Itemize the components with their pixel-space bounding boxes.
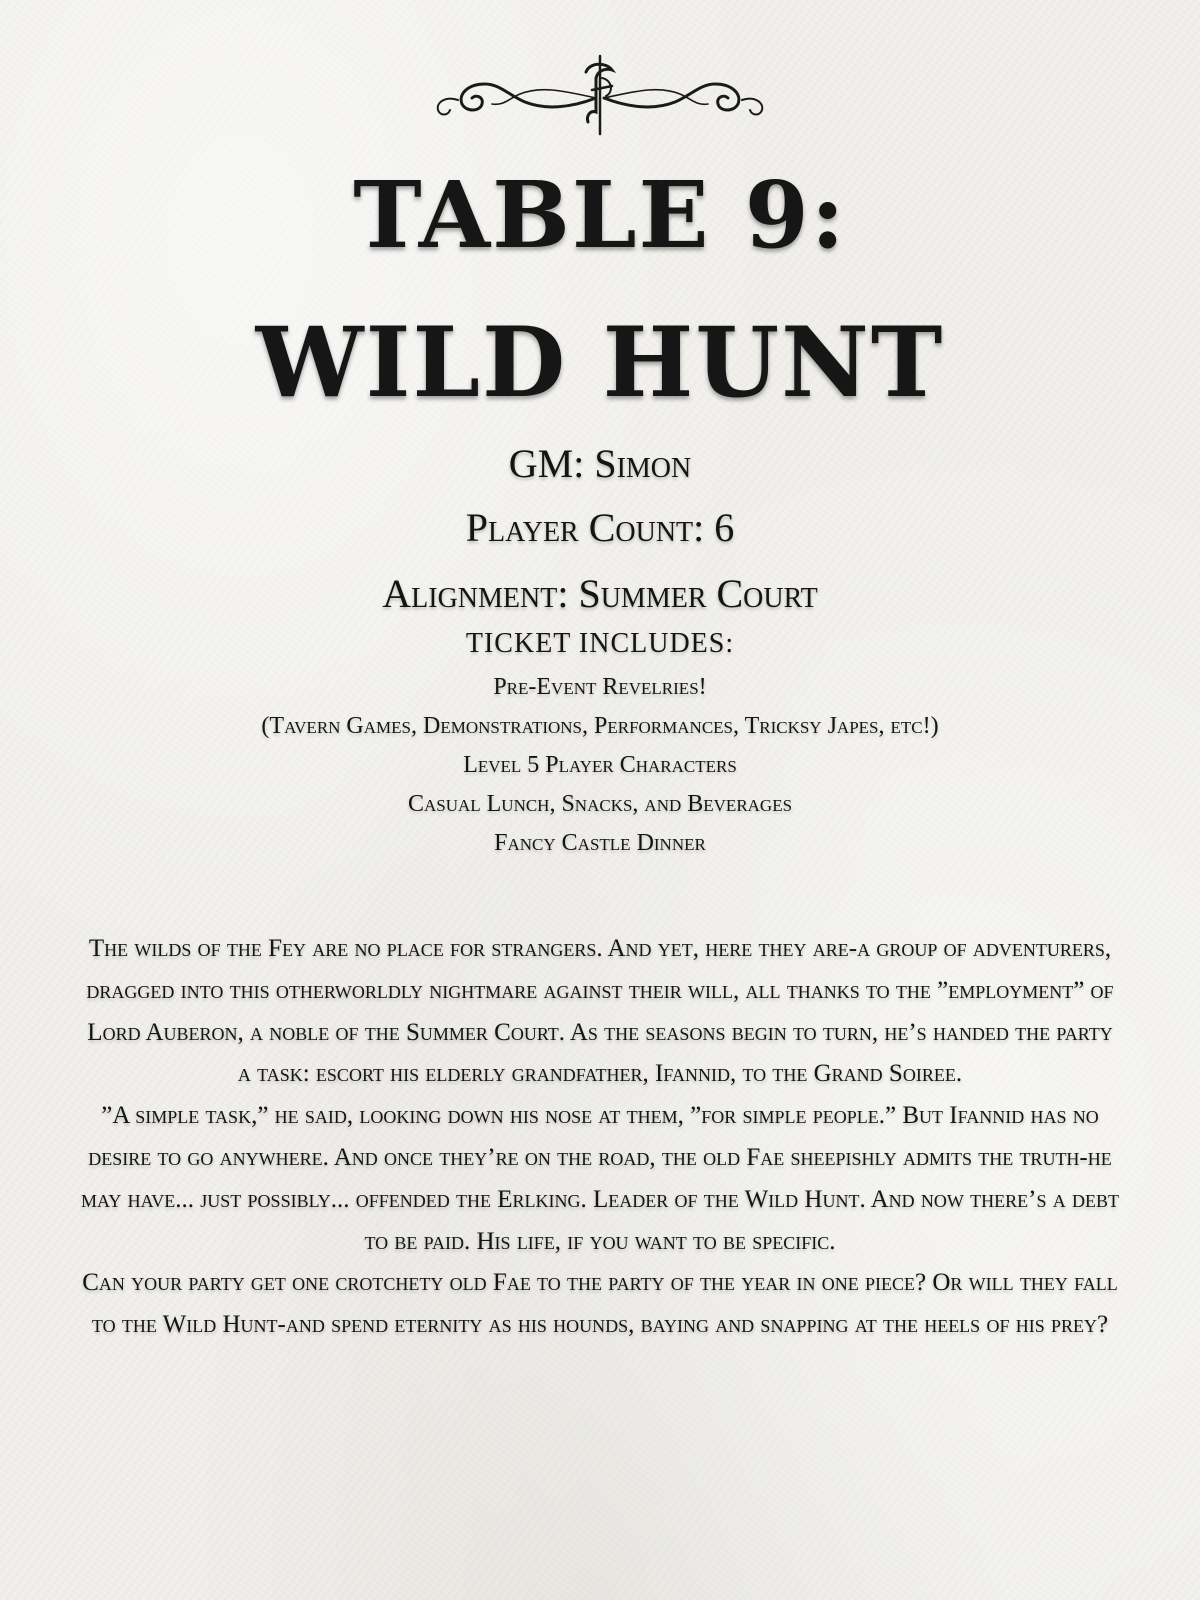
description-paragraph: The wilds of the Fey are no place for strangers. And yet, here they are-a group of adventurers, dragged into this otherworldly nightmare against their will, all thanks to the ”employment” of Lord Auberon, a noble of the Summer Court. As the seasons begin to turn, he’s handed the party a task: escort his elderly grandfather, Ifannid, to the Grand Soiree. — [86, 935, 1114, 1088]
page-title-line-1: TABLE 9: — [353, 161, 847, 269]
list-item: Casual Lunch, Snacks, and Beverages — [407, 791, 793, 817]
adventure-description — [80, 928, 1120, 1346]
list-item: Pre-Event Revelries! — [493, 674, 707, 700]
page-title-line-2: WILD HUNT — [255, 306, 945, 419]
ticket-includes-list — [0, 668, 1200, 863]
alignment: Alignment: Summer Court — [382, 571, 818, 616]
description-paragraph: ”A simple task,” he said, looking down his nose at them, ”for simple people.” But Ifannid has no desire to go anywhere. And once they’re on the road, the old Fae sheepishly admits the truth-he may have... just possibly... offended the Erlking. Leader of the Wild Hunt. And now there’s a debt to be paid. His life, if you want to be specific. — [81, 1102, 1119, 1255]
list-item: Fancy Castle Dinner — [494, 830, 706, 856]
gm-name: GM: Simon — [508, 441, 692, 486]
list-item: Level 5 Player Characters — [463, 752, 737, 778]
list-item: (Tavern Games, Demonstrations, Performances, Tricksy Japes, etc!) — [261, 713, 939, 739]
ticket-includes-heading: TICKET INCLUDES: — [465, 628, 735, 659]
ornamental-flourish-icon — [430, 50, 770, 140]
description-paragraph: Can your party get one crotchety old Fae to the party of the year in one piece? Or will they fall to the Wild Hunt-and spend eternity as his hounds, baying and snapping at the heels of his prey? — [82, 1269, 1118, 1339]
player-count: Player Count: 6 — [465, 505, 735, 550]
